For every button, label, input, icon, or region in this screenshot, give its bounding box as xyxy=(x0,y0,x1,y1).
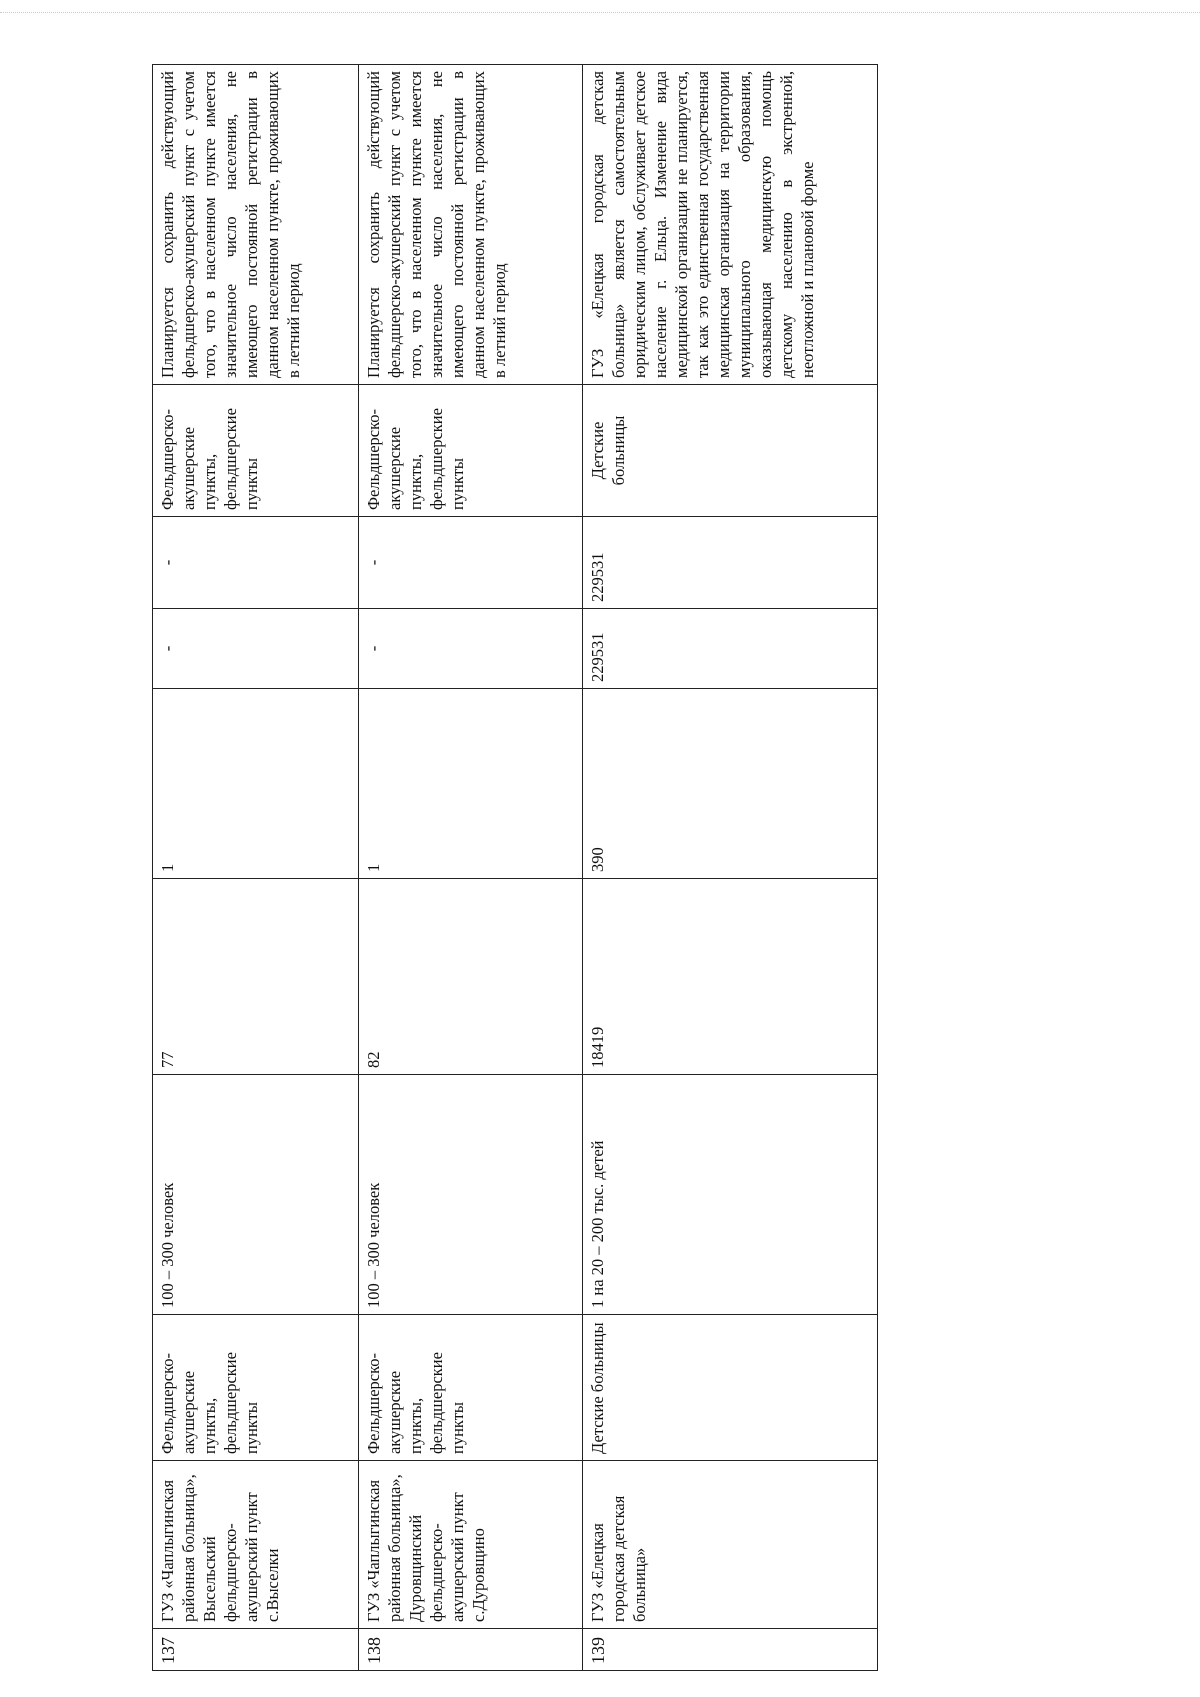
row-number: 139 xyxy=(583,1629,878,1671)
norm-cell: 100 – 300 человек xyxy=(359,1075,583,1315)
rotated-page xyxy=(152,65,877,1671)
value-a-cell: 229531 xyxy=(583,609,878,689)
facility-type-2-cell: Фельдшерско-акушерские пункты, фельдшерские пункты xyxy=(153,385,359,517)
population-cell: 82 xyxy=(359,879,583,1075)
count-cell: 1 xyxy=(359,689,583,879)
facility-type-cell: Детские больницы xyxy=(583,1315,878,1461)
norm-cell: 100 – 300 человек xyxy=(153,1075,359,1315)
value-a-cell: - xyxy=(153,609,359,689)
table-row xyxy=(153,65,359,1671)
population-cell: 77 xyxy=(153,879,359,1075)
organization-cell: ГУЗ «Чаплыгинская районная больница», Высельский фельдшерско-акушерский пункт с.Выселки xyxy=(153,1461,359,1629)
facilities-table xyxy=(152,64,878,1671)
organization-cell: ГУЗ «Чаплыгинская районная больница», Дуровщинский фельдшерско-акушерский пункт с.Дуровщино xyxy=(359,1461,583,1629)
facility-type-cell: Фельдшерско-акушерские пункты, фельдшерские пункты xyxy=(153,1315,359,1461)
table-row xyxy=(583,65,878,1671)
note-cell: Планируется сохранить действующий фельдшерско-акушерский пункт с учетом того, что в населенном пункте имеется значительное число населения, не имеющего постоянной регистрации в данном населенном пункте, проживающих в летний период xyxy=(359,65,583,385)
organization-cell: ГУЗ «Елецкая городская детская больница» xyxy=(583,1461,878,1629)
value-a-cell: - xyxy=(359,609,583,689)
value-b-cell: 229531 xyxy=(583,517,878,609)
table-row xyxy=(359,65,583,1671)
row-number: 138 xyxy=(359,1629,583,1671)
population-cell: 18419 xyxy=(583,879,878,1075)
count-cell: 390 xyxy=(583,689,878,879)
facility-type-2-cell: Детские больницы xyxy=(583,385,878,517)
value-b-cell: - xyxy=(153,517,359,609)
row-number: 137 xyxy=(153,1629,359,1671)
count-cell: 1 xyxy=(153,689,359,879)
note-cell: ГУЗ «Елецкая городская детская больница» является самостоятельным юридическим лицом, обслуживает детское население г. Ельца. Изменение вида медицинской организации не планируется, так как это единственная государственная медицинская организация на территории муниципального образования, оказывающая медицинскую помощь детскому населению в экстренной, неотложной и плановой форме xyxy=(583,65,878,385)
note-cell: Планируется сохранить действующий фельдшерско-акушерский пункт с учетом того, что в населенном пункте имеется значительное число населения, не имеющего постоянной регистрации в данном населенном пункте, проживающих в летний период xyxy=(153,65,359,385)
scan-top-border xyxy=(0,12,1200,13)
facility-type-cell: Фельдшерско-акушерские пункты, фельдшерские пункты xyxy=(359,1315,583,1461)
facility-type-2-cell: Фельдшерско-акушерские пункты, фельдшерские пункты xyxy=(359,385,583,517)
norm-cell: 1 на 20 – 200 тыс. детей xyxy=(583,1075,878,1315)
value-b-cell: - xyxy=(359,517,583,609)
